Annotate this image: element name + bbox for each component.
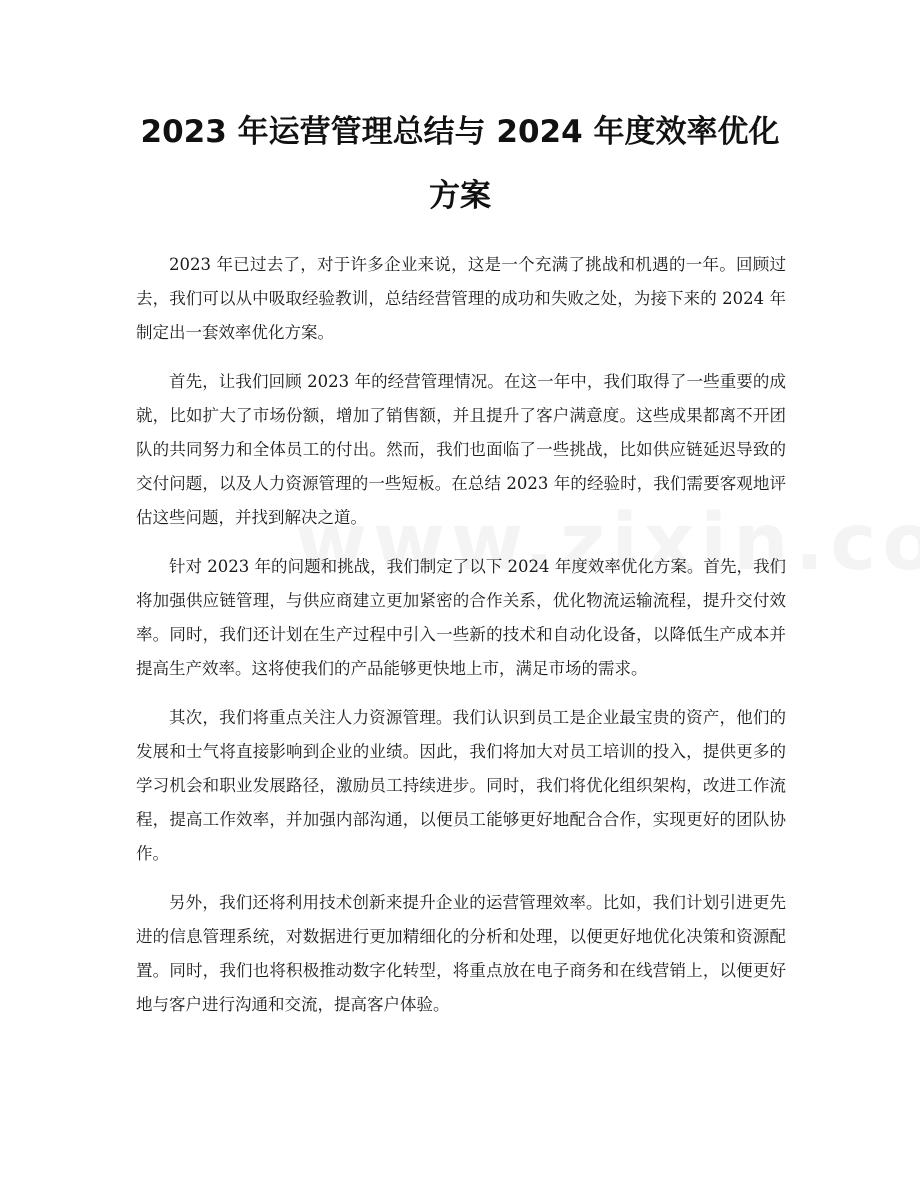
- document-title: 2023 年运营管理总结与 2024 年度效率优化方案: [140, 114, 780, 214]
- document-body: [136, 248, 786, 1037]
- paragraph-2: 首先，让我们回顾 2023 年的经营管理情况。在这一年中，我们取得了一些重要的成就，比如扩大了市场份额，增加了销售额，并且提升了客户满意度。这些成果都离不开团队的共同努力和全体员工的付出。然而，我们也面临了一些挑战，比如供应链延迟导致的交付问题，以及人力资源管理的一些短板。在总结 2023 年的经验时，我们需要客观地评估这些问题，并找到解决之道。: [136, 372, 786, 527]
- paragraph-4: 其次，我们将重点关注人力资源管理。我们认识到员工是企业最宝贵的资产，他们的发展和士气将直接影响到企业的业绩。因此，我们将加大对员工培训的投入，提供更多的学习机会和职业发展路径，激励员工持续进步。同时，我们将优化组织架构，改进工作流程，提高工作效率，并加强内部沟通，以便员工能够更好地配合合作，实现更好的团队协作。: [136, 708, 786, 863]
- paragraph-1: 2023 年已过去了，对于许多企业来说，这是一个充满了挑战和机遇的一年。回顾过去，我们可以从中吸取经验教训，总结经营管理的成功和失败之处，为接下来的 2024 年制定出一套效率优化方案。: [136, 255, 786, 342]
- paragraph-3: 针对 2023 年的问题和挑战，我们制定了以下 2024 年度效率优化方案。首先，我们将加强供应链管理，与供应商建立更加紧密的合作关系，优化物流运输流程，提升交付效率。同时，我们还计划在生产过程中引入一些新的技术和自动化设备，以降低生产成本并提高生产效率。这将使我们的产品能够更快地上市，满足市场的需求。: [136, 557, 786, 678]
- paragraph-5: 另外，我们还将利用技术创新来提升企业的运营管理效率。比如，我们计划引进更先进的信息管理系统，对数据进行更加精细化的分析和处理，以便更好地优化决策和资源配置。同时，我们也将积极推动数字化转型，将重点放在电子商务和在线营销上，以便更好地与客户进行沟通和交流，提高客户体验。: [136, 893, 786, 1014]
